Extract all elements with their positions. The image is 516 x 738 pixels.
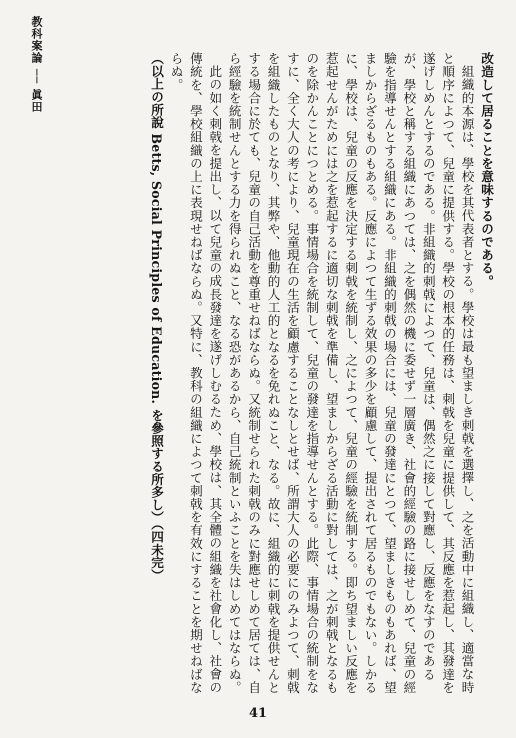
body-text (40, 52, 496, 700)
body-paragraph: 組織的本源は、學校を其代表者とする。學校は最も望ましき刺戟を選擇し、之を活動中に組織し、適當な時と順序によつて、兒童に提供する。學校の根本的任務は、刺戟を兒童に提供して、其反應を惹起し、其發達を遂げしめんとするのである。非組織的刺戟によつて、兒童は、偶然之に接して對應し、反應をなすのであるが、學校と稱する組織にあつては、之を偶然の機に委せず一層廣き、社會的經驗の路に接せしめて、兒童の經驗を指導せんとする組織にある。非組織的刺戟の場合には、兒童の發達にとつて、望ましきものもあれば、望ましからざるものもある。反應によつて生ずる效果の多少を顧慮して、提出されて居るものでもない。しかるに、學校は、兒童の反應を決定する刺戟を統制し、之によつて、兒童の經驗を統制する。即ち望ましい反應を惹起せんがためには之を惹起するに適切な刺戟を準備し、望ましからざる活動に對しては、之が刺戟となるものを除かんことにつとめる。事情場合を統制して、兒童の發達を指導せんとする。此際、事情場合の統制をなすに、全く大人の考により、兒童現在の生活を顧慮することなしとせば、所謂大人の必要にのみよつて、刺戟を組織したものとなり、其弊や、他動的人工的となるを免れぬこと、なる。故に、組織的に刺戟を提供せんとする場合に於ても、兒童の自己活動を尊重せねばならぬ。又統制せられた刺戟のみに對應せしめて居ては、自ら經驗を統制せんとする力を得られぬこと、なる恐があるから、自己統制といふことを失はしめてはならぬ。 (226, 52, 475, 694)
source-note: （以上の所說 Betts, Social Principles of Education. を參照する所多し）（四未完） (149, 52, 165, 582)
running-header: 教科案論 ── 眞田 (30, 16, 43, 113)
page-number: 41 (248, 706, 268, 721)
body-paragraph: 此の如く刺戟を提出し、以て兒童の成長發達を遂げしむるため、學校は、其全體の組織を社會化し、社會の傳統を、學校組織の上に表現せねばならぬ。又特に、教科の組織によつて刺戟を有效にすることを期せねばならぬ。 (168, 52, 223, 694)
section-heading: 改造して居ることを意味するのである。 (479, 52, 494, 288)
